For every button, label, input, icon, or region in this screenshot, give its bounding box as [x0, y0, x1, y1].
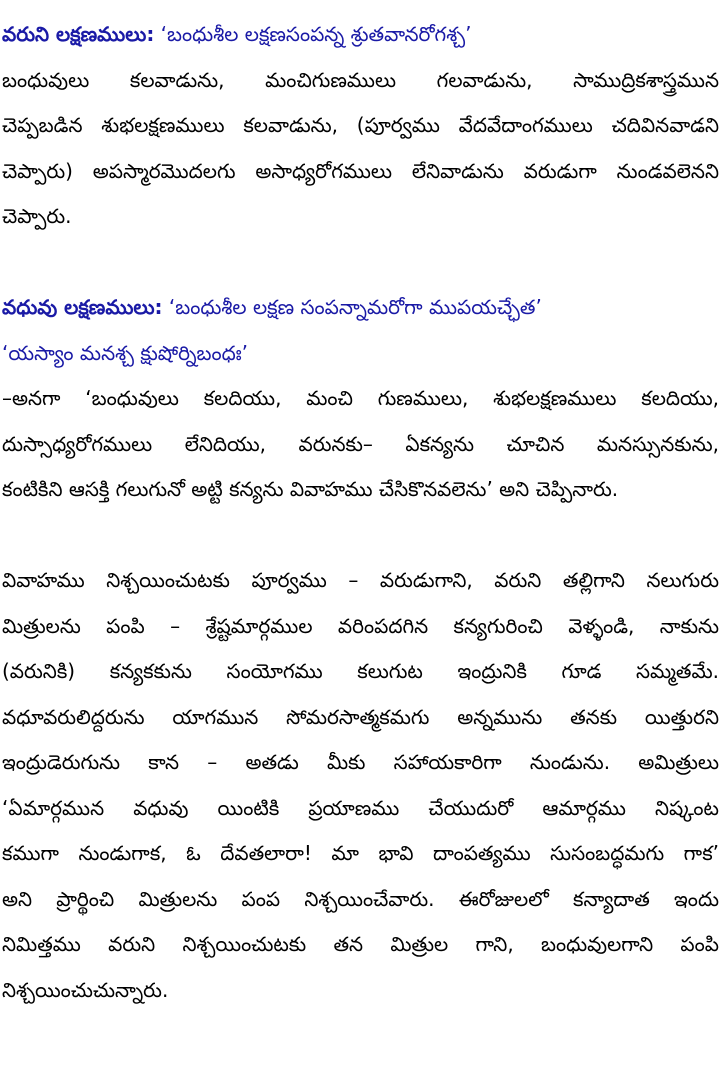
marriage-text-line: (వరునికి) కన్యకకును సంయోగము కలుగుట ఇంద్రునికి గూడ సమ్మతమే.	[2, 659, 719, 683]
bride-qualities-section	[2, 285, 719, 513]
groom-heading: వరుని లక్షణములు:	[2, 22, 155, 46]
bride-heading: వధువు లక్షణములు:	[2, 295, 163, 319]
bride-verse-2: ‘యస్యాం మనశ్చ క్షుషోర్నిబంధః’	[2, 340, 249, 365]
marriage-text-line: ఇంద్రుడెరుగును కాన – అతడు మీకు సహాయకారిగా నుండును. అమిత్రులు	[2, 750, 719, 774]
groom-text-line: చెప్పబడిన శుభలక్షణములు కలవాడును, (పూర్వము వేదవేదాంగములు చదివినవాడని	[2, 113, 719, 137]
bride-heading-line	[2, 285, 719, 331]
paragraph-gap	[2, 513, 719, 559]
groom-text-line: చెప్పారు.	[2, 204, 72, 228]
bride-text-line: –అనగా ‘బంధువులు కలదియు, మంచి గుణములు, శుభలక్షణములు కలదియు,	[2, 386, 719, 410]
marriage-text-line: మిత్రులను పంపి – శ్రేష్టమార్గముల వరింపదగిన కన్యగురించి వెళ్ళండి, నాకును	[2, 613, 719, 638]
marriage-text-line: ‘ఏమార్గమున వధువు యింటికి ప్రయాణము చేయుదురో ఆమార్గము నిష్కంట	[2, 795, 719, 820]
groom-verse: ‘బంధుశీల లక్షణసంపన్న శ్రుతవానరోగశ్చ’	[154, 22, 472, 46]
marriage-text-line: అని ప్రార్థించి మిత్రులను పంప నిశ్చయించేవారు. ఈరోజులలో కన్యాదాత ఇందు	[2, 886, 719, 911]
groom-text-line: చెప్పారు) అపస్మారమొదలగు అసాధ్యరోగములు లేనివాడును వరుడుగా నుండవలెనని	[2, 158, 719, 183]
groom-text-line: బంధువులు కలవాడును, మంచిగుణములు గలవాడును, సాముద్రికశాస్త్రమున	[2, 67, 719, 92]
marriage-text-line: నిమిత్తము వరుని నిశ్చయించుటకు తన మిత్రుల గాని, బంధువులగాని పంపి	[2, 932, 719, 956]
marriage-text-line: వివాహము నిశ్చయించుటకు పూర్వము – వరుడుగాని, వరుని తల్లిగాని నలుగురు	[2, 568, 719, 592]
bride-text-line: కంటికిని ఆసక్తి గలుగునో అట్టి కన్యను వివాహము చేసికొనవలెను’ అని చెప్పినారు.	[2, 477, 619, 501]
marriage-text-line: నిశ్చయించుచున్నారు.	[2, 977, 169, 1002]
groom-heading-line	[2, 12, 719, 58]
groom-qualities-section	[2, 12, 719, 240]
marriage-text-line: వధూవరులిద్దరును యాగమున సోమరసాత్మకమగు అన్నమును తనకు యిత్తురని	[2, 704, 719, 729]
marriage-text-line: కముగా నుండుగాక, ఓ దేవతలారా! మా భావి దాంపత్యము సుసంబద్ధమగు గాక’	[2, 841, 719, 865]
bride-verse-1: ‘బంధుశీల లక్షణ సంపన్నామరోగా ముపయచ్ఛేత’	[162, 295, 542, 319]
paragraph-gap	[2, 240, 719, 286]
bride-text-line: దుస్సాధ్యరోగములు లేనిదియు, వరునకు– ఏకన్యను చూచిన మనస్సునకును,	[2, 431, 719, 456]
marriage-arrangement-section	[2, 558, 719, 1013]
